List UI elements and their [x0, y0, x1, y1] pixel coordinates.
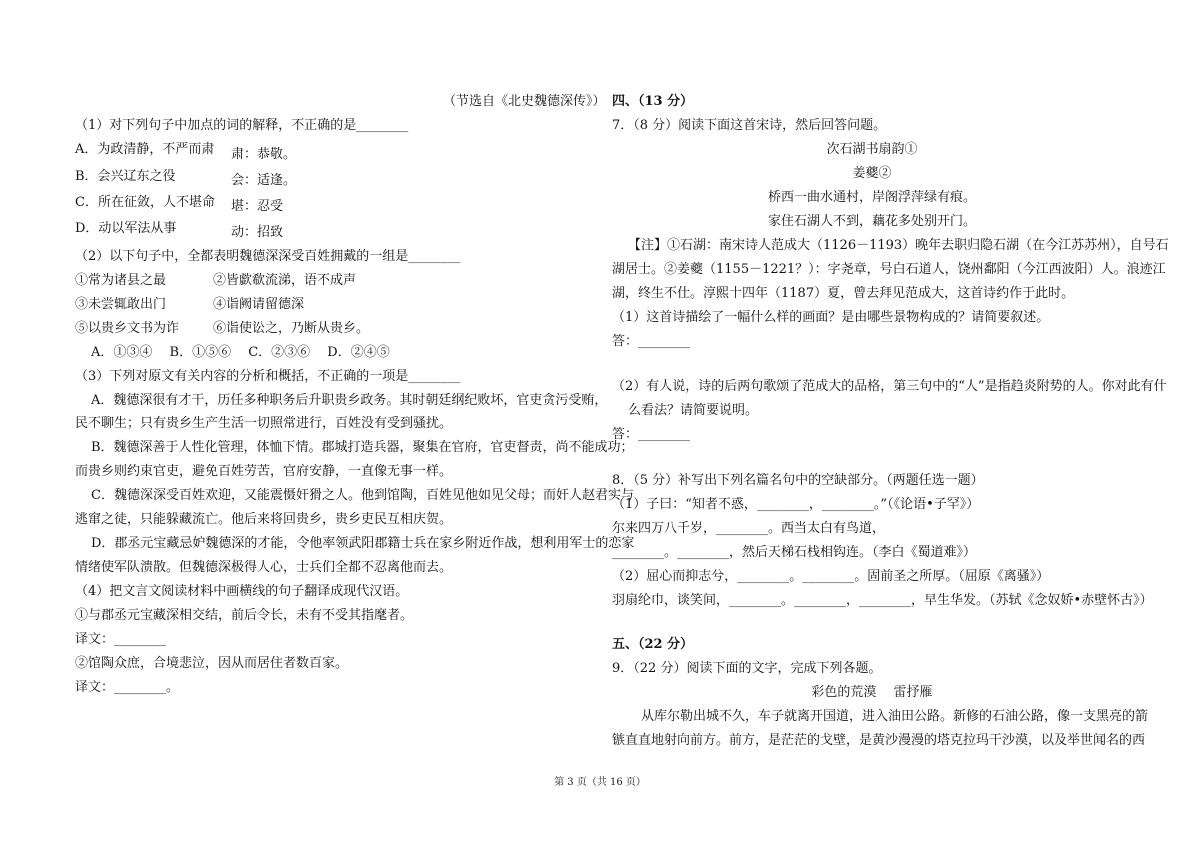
q8-line-4: （2）屈心而抑志兮，________。________。固前圣之所厚。（屈原《离骚》） — [612, 569, 1050, 584]
question-2-stem: （2）以下句子中，全都表明魏德深深受百姓拥戴的一组是________ — [75, 249, 461, 264]
question-4-stem: （4）把文言文阅读材料中画横线的句子翻译成现代汉语。 — [75, 584, 409, 599]
option-c-gloss: 堪：忍受 — [231, 199, 284, 214]
answer-line-1[interactable]: 答：________ — [612, 334, 691, 349]
q3-line: C．魏德深深受百姓欢迎，又能震慑奸猾之人。他到馆陶，百姓见他如见父母；而奸人赵君实与 — [91, 488, 634, 503]
essay-paragraph-line-2: 镞直直地射向前方。前方，是茫茫的戈壁，是黄沙漫漫的塔克拉玛干沙漠，以及举世闻名的西 — [612, 733, 1146, 748]
essay-title: 彩色的荒漠 雷抒雁 — [811, 685, 933, 700]
translation-answer-2[interactable]: 译文：________。 — [75, 680, 180, 695]
option-d-gloss: 动：招致 — [231, 225, 284, 240]
q3-line: A．魏德深很有才干，历任多种职务后升职贵乡政务。其时朝廷纲纪败坏，官吏贪污受贿， — [91, 393, 608, 408]
q3-line: 民不聊生；只有贵乡生产生活一切照常进行，百姓没有受到骚扰。 — [75, 416, 453, 431]
q8-line-2: 尔来四万八千岁，________。西当太白有鸟道， — [612, 521, 886, 536]
q3-line: 逃窜之徒，只能躲藏流亡。他后来将回贵乡，贵乡吏民互相庆贺。 — [75, 512, 453, 527]
q7-sub-2-line-1: （2）有人说，诗的后两句歌颂了范成大的品格，第三句中的“人”是指趋炎附势的人。你对此有什 — [612, 379, 1167, 394]
question-1-stem: （1）对下列句子中加点的词的解释，不正确的是________ — [75, 118, 409, 133]
poem-note-3: 湖，终生不仕。淳熙十四年（1187）夏，曾去拜见范成大，这首诗约作于此时。 — [612, 286, 1075, 301]
q2-choices: A．①③④ B．①⑤⑥ C．②③⑥ D．②④⑤ — [91, 345, 390, 360]
q4-sentence-2: ②馆陶众庶，合境悲泣，因从而居住者数百家。 — [75, 656, 349, 671]
q7-sub-2-line-2: 么看法？请简要说明。 — [628, 403, 759, 418]
page-number: 第 3 页（共 16 页） — [554, 777, 646, 788]
q2-item-1: ①常为诸县之最 — [75, 273, 167, 288]
section-5-heading: 五、（22 分） — [612, 637, 694, 652]
q2-item-5: ⑤以贵乡文书为诈 — [75, 321, 180, 336]
q3-line: 而贵乡则约束官吏，避免百姓劳苦，官府安静，一直像无事一样。 — [75, 464, 453, 479]
q2-item-6: ⑥诣使讼之，乃断从贵乡。 — [213, 321, 370, 336]
q3-line: B．魏德深善于人性化管理，体恤下情。郡城打造兵器，聚集在官府，官吏督责，尚不能成功； — [91, 440, 634, 455]
question-8-stem: 8．（5 分）补写出下列名篇名句中的空缺部分。（两题任选一题） — [612, 473, 984, 488]
q7-sub-1: （1）这首诗描绘了一幅什么样的画面？是由哪些景物构成的？请简要叙述。 — [612, 310, 1050, 325]
source-citation: （节选自《北史魏德深传》） — [443, 94, 606, 109]
poem-line-1: 桥西一曲水通村，岸阁浮萍绿有痕。 — [767, 190, 976, 205]
option-a: A．为政清静，不严而肃 — [75, 142, 215, 157]
q8-line-3: ________。________，然后天梯石栈相钩连。（李白《蜀道难》） — [612, 545, 977, 560]
poem-note-1: 【注】①石湖：南宋诗人范成大（1126－1193）晚年去职归隐石湖（在今江苏苏州），自号石 — [628, 238, 1169, 253]
question-7-stem: 7．（8 分）阅读下面这首宋诗，然后回答问题。 — [612, 118, 887, 133]
poem-note-2: 湖居士。②姜夔（1155－1221？）：字尧章，号白石道人，饶州鄱阳（今江西波阳）人。浪迹江 — [612, 262, 1166, 277]
essay-paragraph-line-1: 从库尔勒出城不久，车子就离开国道，进入油田公路。新修的石油公路，像一支黑亮的箭 — [641, 709, 1149, 724]
q2-item-4: ④诣阙请留德深 — [213, 297, 305, 312]
q8-line-5: 羽扇纶巾，谈笑间，________。________，________，早生华发。（苏轼《念奴娇•赤壁怀古》） — [612, 593, 1153, 608]
option-a-gloss: 肃：恭敬。 — [231, 147, 297, 162]
poem-author: 姜夔② — [852, 166, 892, 181]
answer-line-2[interactable]: 答：________ — [612, 427, 691, 442]
q4-sentence-1: ①与郡丞元宝藏深相交结，前后令长，未有不受其指麾者。 — [75, 608, 414, 623]
q2-item-3: ③未尝辄敢出门 — [75, 297, 167, 312]
q8-line-1: （1）子曰：“知者不惑，________，________。”（《论语•子罕》） — [612, 497, 980, 512]
question-9-stem: 9．（22 分）阅读下面的文字，完成下列各题。 — [612, 661, 882, 676]
option-b-gloss: 会：适逢。 — [231, 173, 297, 188]
question-3-stem: （3）下列对原文有关内容的分析和概括，不正确的一项是________ — [75, 369, 461, 384]
section-4-heading: 四、（13 分） — [612, 94, 694, 109]
poem-line-2: 家住石湖人不到，藕花多处别开门。 — [767, 214, 976, 229]
option-d: D．动以军法从事 — [75, 221, 177, 236]
q3-line: 情绪使军队溃散。但魏德深极得人心，士兵们全都不忍离他而去。 — [75, 560, 453, 575]
q2-item-2: ②皆歔欷流涕，语不成声 — [213, 273, 357, 288]
poem-title: 次石湖书扇韵① — [826, 142, 918, 157]
q3-line: D．郡丞元宝藏忌妒魏德深的才能，令他率领武阳郡籍士兵在家乡附近作战，想利用军士的恋家 — [91, 536, 635, 551]
option-c: C．所在征敛，人不堪命 — [75, 195, 215, 210]
translation-answer-1[interactable]: 译文：________ — [75, 632, 167, 647]
option-b: B．会兴辽东之役 — [75, 169, 176, 184]
